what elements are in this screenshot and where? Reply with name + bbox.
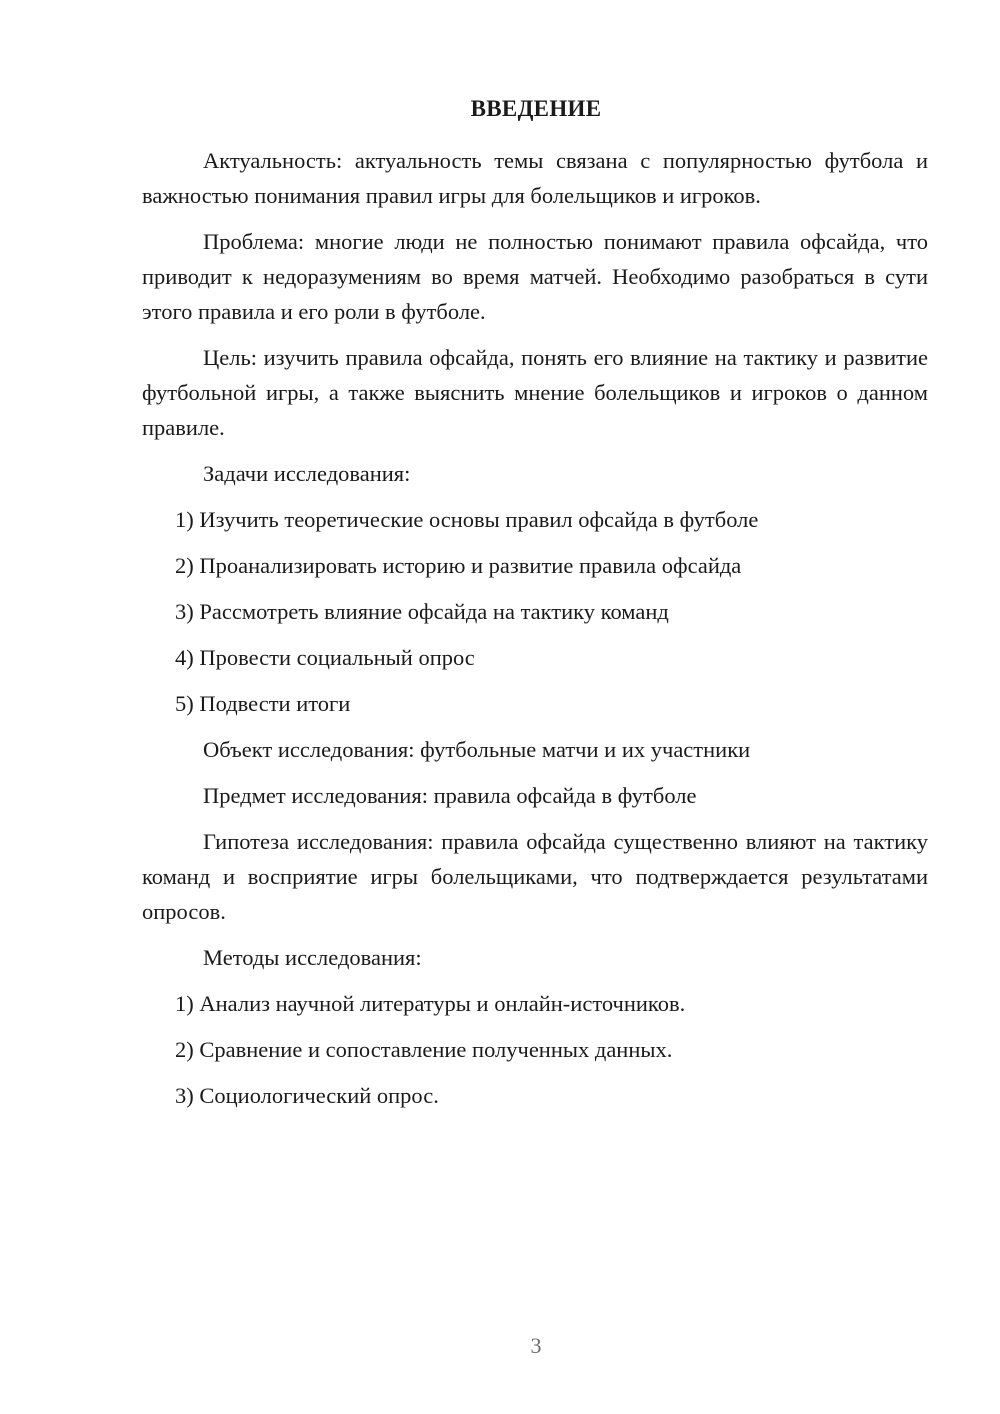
task-item: 3) Рассмотреть влияние офсайда на тактику команд [175,599,669,624]
page-number: 3 [530,1333,542,1358]
goal-paragraph: Цель: изучить правила офсайда, понять его влияние на тактику и развитие футбольной игры, а также выяснить мнение болельщиков и игроков о данном правиле. [142,345,928,440]
subject-line: Предмет исследования: правила офсайда в футболе [203,783,697,808]
task-item: 5) Подвести итоги [175,691,351,716]
method-item: 3) Социологический опрос. [175,1083,439,1108]
methods-heading: Методы исследования: [203,945,422,970]
object-line: Объект исследования: футбольные матчи и их участники [203,737,751,762]
relevance-paragraph: Актуальность: актуальность темы связана с популярностью футбола и важностью понимания правил игры для болельщиков и игроков. [142,148,928,208]
tasks-list [142,502,928,721]
methods-list [142,986,928,1113]
page-title: ВВЕДЕНИЕ [470,96,602,121]
method-item: 2) Сравнение и сопоставление полученных данных. [175,1037,673,1062]
document-body [142,143,928,1124]
tasks-heading: Задачи исследования: [203,461,411,486]
problem-paragraph: Проблема: многие люди не полностью понимают правила офсайда, что приводит к недоразумениям во время матчей. Необходимо разобраться в сути этого правила и его роли в футболе. [142,229,928,324]
method-item: 1) Анализ научной литературы и онлайн-источников. [175,991,686,1016]
hypothesis-paragraph: Гипотеза исследования: правила офсайда существенно влияют на тактику команд и восприятие игры болельщиками, что подтверждается результатами опросов. [142,829,928,924]
task-item: 2) Проанализировать историю и развитие правила офсайда [175,553,742,578]
task-item: 4) Провести социальный опрос [175,645,475,670]
task-item: 1) Изучить теоретические основы правил офсайда в футболе [175,507,759,532]
